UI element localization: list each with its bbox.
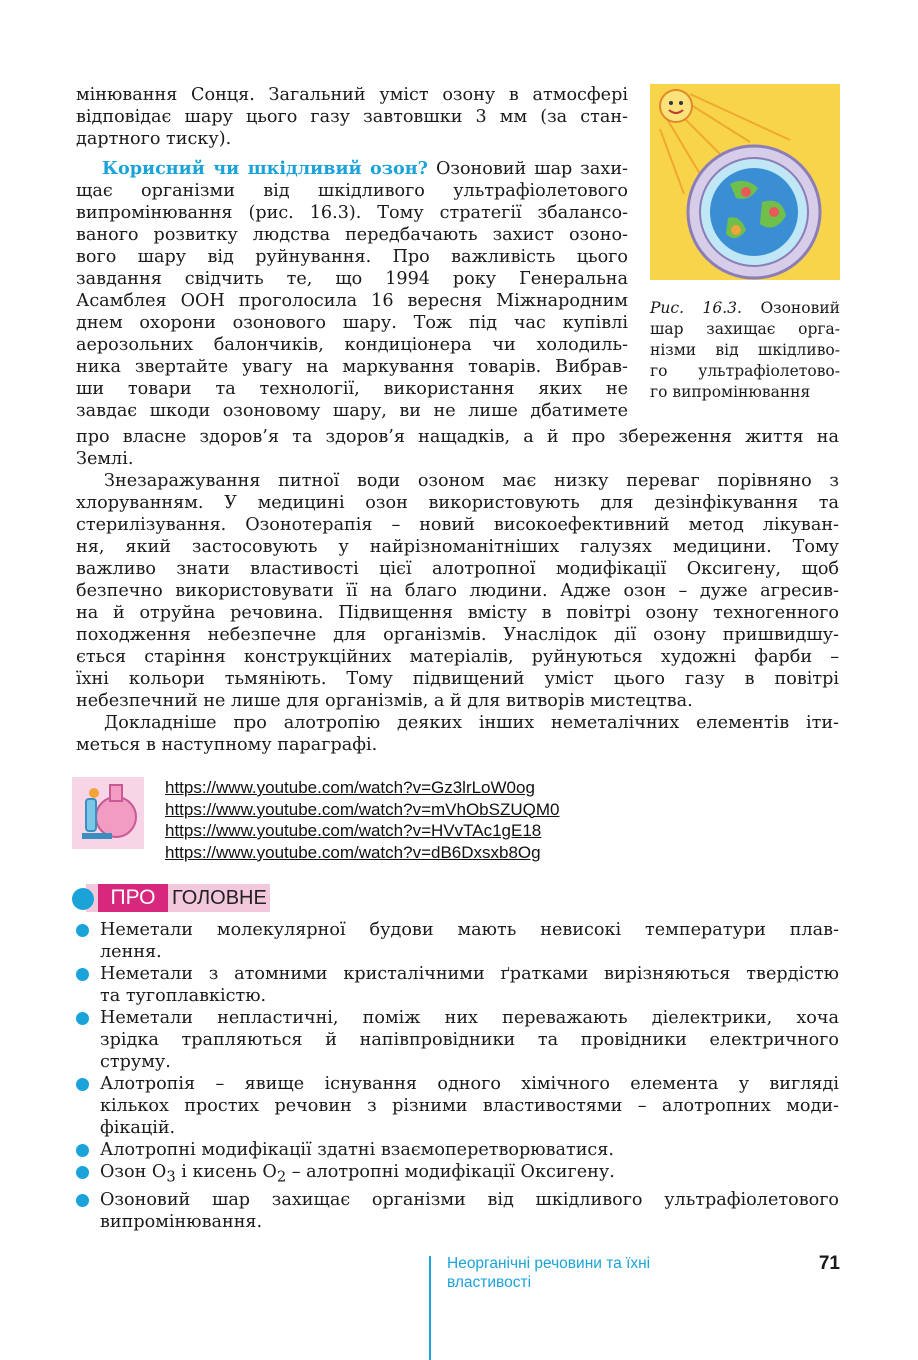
- text-line: дартного тиску).: [76, 129, 232, 149]
- text-line: важливо знати властивості цієї алотропної модифікації Оксигену, щоб: [76, 559, 839, 579]
- text-line: безпечно використовувати її на благо людини. Адже озон – дуже агресив-: [76, 581, 839, 601]
- text-line: мінювання Сонця. Загальний уміст озону в атмосфері: [76, 85, 628, 105]
- banner-golovne: ГОЛОВНЕ: [172, 887, 267, 909]
- text-line: Знезаражування питної води озоном має низку переваг порівняно з: [104, 471, 839, 491]
- summary-item: Озон $O_3$ і кисень $O_2$ – алотропні модифікації Оксигену.: [76, 1161, 839, 1189]
- caption-line: нізми від шкідливо-: [650, 341, 840, 359]
- caption-line: го ультрафіолетово-: [650, 362, 840, 380]
- caption-line: го випромінювання: [650, 383, 811, 401]
- video-links: [165, 777, 559, 863]
- summary-item: Неметали непластичні, поміж них переважають діелектрики, хоча зрідка трапляються й напівпровідники та провідники електричного струму.: [76, 1007, 839, 1073]
- text-line: меться в наступному параграфі.: [76, 735, 378, 755]
- text-line: щає організми від шкідливого ультрафіолетового: [76, 181, 628, 201]
- main-text: [76, 426, 839, 756]
- page-number: 71: [818, 1253, 840, 1274]
- banner-pro: ПРО: [98, 884, 168, 912]
- bullet-icon: [76, 1078, 89, 1091]
- footer-section-title: Неорганічні речовини та їхні властивості: [447, 1255, 651, 1291]
- text-line: Корисний чи шкідливий озон? Озоновий шар захи-: [102, 158, 628, 179]
- text-line: ника звертайте увагу на маркування товарів. Вибрав-: [76, 357, 628, 377]
- text-line: Землі.: [76, 449, 134, 469]
- summary-banner: [72, 884, 270, 912]
- figure-caption: Рис. 16.3. Озоновий шар захищає орга- нізми від шкідливо- го ультрафіолетово- го випромінювання: [650, 299, 840, 401]
- text-line: відповідає шару цього газу завтовшки 3 мм (за стан-: [76, 107, 628, 127]
- text-line: ня, який застосовують у найрізноманітніших галузях медицини. Тому: [76, 537, 839, 557]
- text-line: Докладніше про алотропію деяких інших неметалічних елементів іти-: [104, 713, 839, 733]
- text-line: їхні кольори тьмяніють. Тому підвищений уміст цього газу в повітрі: [76, 669, 839, 689]
- text-line: завдає шкоди озоновому шару, ви не лише дбатимете: [76, 401, 628, 421]
- video-link[interactable]: https://www.youtube.com/watch?v=HVvTAc1gE18: [165, 821, 542, 840]
- text-line: про власне здоров’я та здоров’я нащадків, а й про збереження життя на: [76, 427, 839, 447]
- bullet-icon: [76, 1166, 89, 1179]
- bullet-icon: [76, 1012, 89, 1025]
- video-link[interactable]: https://www.youtube.com/watch?v=Gz3lrLoW0og: [165, 778, 535, 797]
- earth-ozone-illustration: [650, 84, 840, 280]
- bullet-icon: [76, 924, 89, 937]
- ozone-figure: [650, 84, 840, 280]
- top-column: [76, 84, 628, 422]
- text-line: хлоруванням. У медицині озон використовують для дезінфікування та: [76, 493, 839, 513]
- summary-item: Озоновий шар захищає організми від шкідливого ультрафіолетового випромінювання.: [76, 1189, 839, 1233]
- summary-item: Неметали молекулярної будови мають невисокі температури плав- лення.: [76, 919, 839, 963]
- text-line: випромінювання (рис. 16.3). Тому стратегії збалансо-: [76, 203, 628, 223]
- text-line: ши товари та технології, використання яких не: [76, 379, 628, 399]
- text-line: походження небезпечне для організмів. Унаслідок дії озону пришвидшу-: [76, 625, 839, 645]
- video-link[interactable]: https://www.youtube.com/watch?v=dB6Dxsxb8Og: [165, 842, 541, 862]
- caption-line: шар захищає орга-: [650, 320, 840, 338]
- text-line: вого шару від руйнування. Про важливість цього: [76, 247, 628, 267]
- summary-item: Алотропні модифікації здатні взаємоперетворюватися.: [76, 1139, 839, 1161]
- text-line: ється старіння конструкційних матеріалів, руйнуються художні фарби –: [76, 647, 839, 667]
- summary-list: [76, 919, 839, 1233]
- bullet-icon: [76, 1144, 89, 1157]
- banner-dot-icon: [72, 888, 94, 910]
- text-line: небезпечний не лише для організмів, а й для витворів мистецтва.: [76, 691, 693, 711]
- text-line: завдання свідчить те, що 1994 року Генеральна: [76, 269, 628, 289]
- summary-item: Алотропія – явище існування одного хімічного елемента у вигляді кількох простих речовин з різними властивостями – алотропних моди- фікацій.: [76, 1073, 839, 1139]
- text-line: днем охорони озонового шару. Тож під час купівлі: [76, 313, 628, 333]
- footer-divider: [429, 1256, 431, 1360]
- lab-flask-icon: [72, 777, 144, 849]
- bullet-icon: [76, 968, 89, 981]
- text-line: на й отруйна речовина. Підвищення вмісту в повітрі озону техногенного: [76, 603, 839, 623]
- section-heading: Корисний чи шкідливий озон?: [102, 158, 428, 179]
- text-line: Асамблея ООН проголосила 16 вересня Міжнародним: [76, 291, 628, 311]
- video-link[interactable]: https://www.youtube.com/watch?v=mVhObSZUQM0: [165, 799, 560, 819]
- bullet-icon: [76, 1194, 89, 1207]
- text-line: аерозольних балончиків, кондиціонера чи холодиль-: [76, 335, 628, 355]
- text-line: ваного розвитку людства передбачають захист озоно-: [76, 225, 628, 245]
- summary-item: Неметали з атомними кристалічними ґратками вирізняються твердістю та тугоплавкістю.: [76, 963, 839, 1007]
- text-line: стерилізування. Озонотерапія – новий високоефективний метод лікуван-: [76, 515, 839, 535]
- caption-label: Рис. 16.3.: [650, 299, 742, 317]
